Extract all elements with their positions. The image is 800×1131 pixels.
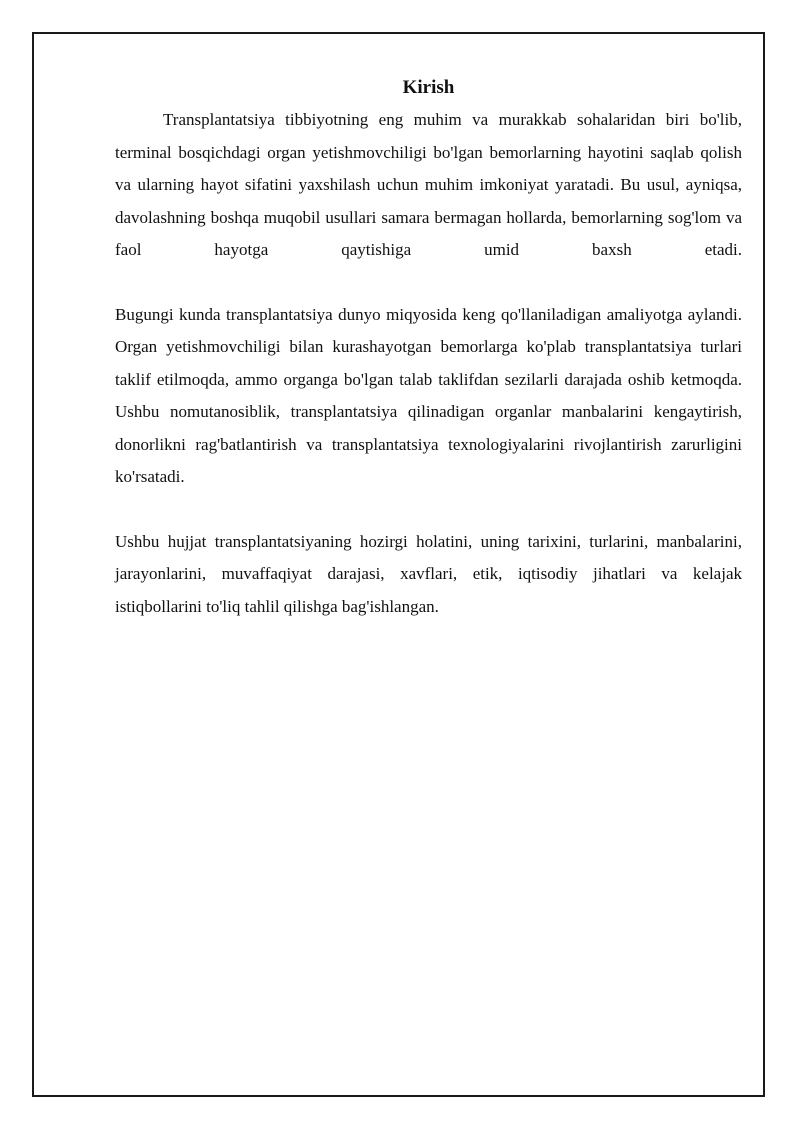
- paragraph-intro: Transplantatsiya tibbiyotning eng muhim va murakkab sohalaridan biri bo'lib, terminal bosqichdagi organ yetishmovchiligi bo'lgan bemorlarning hayotini saqlab qolish va ularning hayot sifatini yaxshilash uchun muhim imkoniyat yaratadi. Bu usul, ayniqsa, davolashning boshqa muqobil usullari samara bermagan hollarda, bemorlarning sog'lom va faol hayotga qaytishiga umid baxsh etadi.: [115, 110, 742, 259]
- paragraph-spacer: [115, 494, 742, 526]
- paragraph-current-state: Bugungi kunda transplantatsiya dunyo miqyosida keng qo'llaniladigan amaliyotga aylandi. Organ yetishmovchiligi bilan kurashayotgan bemorlarga ko'plab transplantatsiya turlari taklif etilmoqda, ammo organga bo'lgan talab taklifdan sezilarli darajada oshib ketmoqda. Ushbu nomutanosiblik, transplantatsiya qilinadigan organlar manbalarini kengaytirish, donorlikni rag'batlantirish va transplantatsiya texnologiyalarini rivojlantirish zarurligini ko'rsatadi.: [115, 304, 742, 486]
- paragraph-spacer: [115, 267, 742, 299]
- paragraph-scope: Ushbu hujjat transplantatsiyaning hozirgi holatini, uning tarixini, turlarini, manbalarini, jarayonlarini, muvaffaqiyat darajasi, xavflari, etik, iqtisodiy jihatlari va kelajak istiqbollarini to'liq tahlil qilishga bag'ishlangan.: [115, 531, 742, 616]
- page-title: Kirish: [402, 77, 455, 98]
- document-body: [115, 74, 742, 623]
